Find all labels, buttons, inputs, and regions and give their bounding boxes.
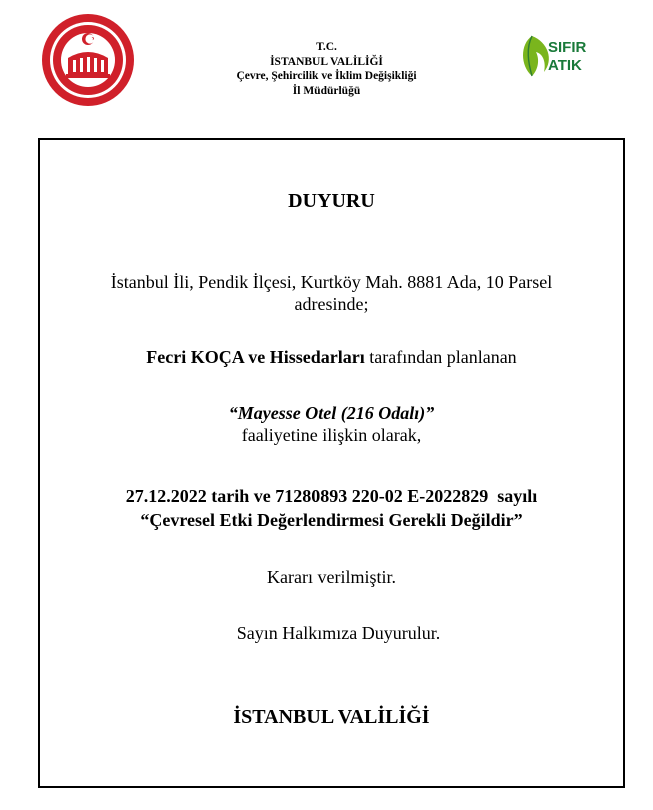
- project-line-2: faaliyetine ilişkin olarak,: [241, 425, 422, 445]
- signature: İSTANBUL VALİLİĞİ: [233, 706, 430, 728]
- institution-header: [170, 40, 483, 98]
- header-line-ministry: Çevre, Şehircilik ve İklim Değişikliği: [236, 70, 417, 82]
- owner-suffix: tarafından planlanan: [364, 347, 517, 367]
- decision-ref-number: 27.12.2022 tarih ve 71280893 220-02 E-2022829: [125, 486, 489, 506]
- result-line: Kararı verilmiştir.: [267, 567, 396, 587]
- sifir-atik-logo: [518, 30, 588, 82]
- address-line-2: adresinde;: [294, 294, 369, 314]
- project-name: “Mayesse Otel (216 Odalı)”: [228, 403, 435, 423]
- owner-line: [40, 346, 623, 368]
- header-line-valilik: İSTANBUL VALİLİĞİ: [270, 55, 383, 68]
- ministry-seal-icon: [40, 12, 136, 108]
- address-line-1: İstanbul İli, Pendik İlçesi, Kurtköy Mah. 8881 Ada, 10 Parsel: [110, 272, 553, 292]
- header-line-directorate: İl Müdürlüğü: [292, 84, 361, 97]
- owner-name: Fecri KOÇA ve Hissedarları: [146, 347, 365, 367]
- decision-ref-suffix: sayılı: [488, 486, 538, 506]
- decision-reference: [40, 485, 623, 507]
- letterhead: [0, 0, 653, 130]
- notice-title: DUYURU: [288, 190, 375, 212]
- announcement-box: [38, 138, 625, 788]
- closing-line: Sayın Halkımıza Duyurulur.: [236, 623, 441, 643]
- decision-type: “Çevresel Etki Değerlendirmesi Gerekli Değildir”: [140, 510, 523, 530]
- right-logo-line1: SIFIR: [548, 39, 587, 56]
- right-logo-line2: ATIK: [548, 57, 582, 74]
- header-line-tc: T.C.: [316, 41, 337, 53]
